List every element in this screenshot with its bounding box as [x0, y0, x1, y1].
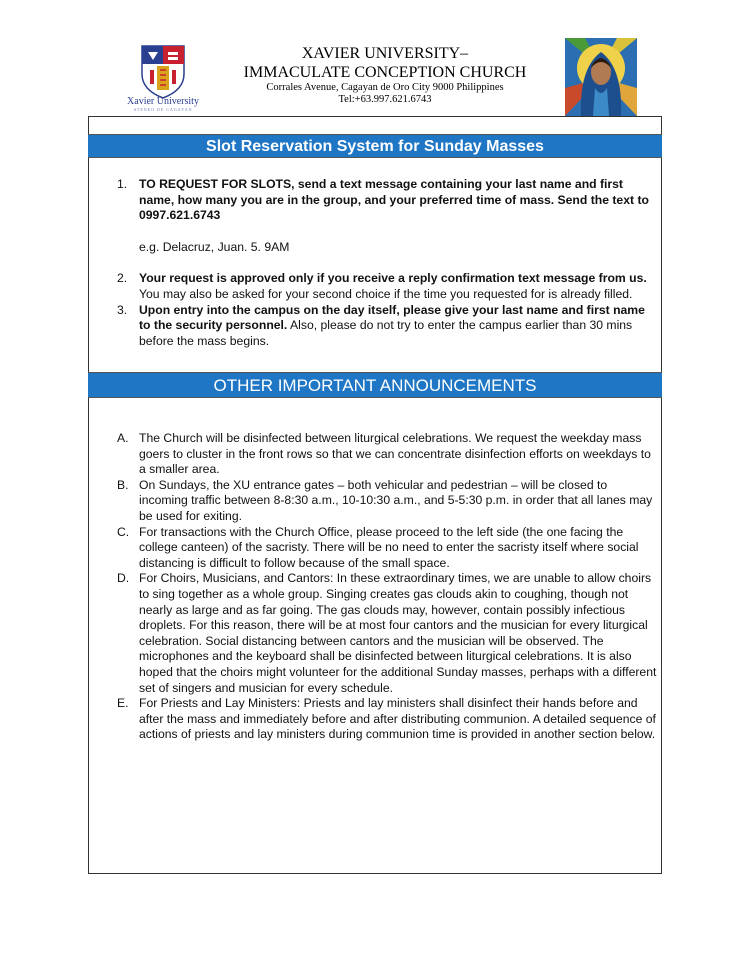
- list-marker: 1.: [117, 177, 128, 191]
- logo-subtext: ATENEO DE CAGAYAN: [133, 107, 193, 112]
- list-marker: 3.: [117, 302, 128, 317]
- example-text: e.g. Delacruz, Juan. 5. 9AM: [139, 239, 290, 254]
- list-item: [112, 303, 657, 350]
- list-marker: D.: [117, 571, 130, 586]
- item-bold-text: Upon entry into the campus on the day itself, please give your last name and first name to the security personnel.: [139, 302, 645, 333]
- list-item: [112, 271, 657, 302]
- section1-heading: Slot Reservation System for Sunday Masses: [88, 134, 662, 158]
- item-text: The Church will be disinfected between liturgical celebrations. We request the weekday mass goers to cluster in the front rows so that we can concentrate disinfection efforts on weekdays to a smaller area.: [139, 431, 651, 477]
- list-item: [112, 177, 657, 224]
- header-titles: [200, 44, 570, 106]
- address: Corrales Avenue, Cagayan de Oro City 9000 Philippines: [266, 82, 504, 93]
- list-marker: E.: [117, 696, 129, 711]
- virgin-mary-portrait-icon: [565, 38, 637, 116]
- item-text: For Priests and Lay Ministers: Priests and lay ministers shall disinfect their hands before and after the mass and immediately before and after distributing communion. A detailed sequence of actions of priests and lay ministers during communion time is provided in another section below.: [139, 696, 656, 742]
- list-item: [112, 696, 657, 743]
- item-text: On Sundays, the XU entrance gates – both vehicular and pedestrian – will be closed to incoming traffic between 8-8:30 a.m., 10-10:30 a.m., and 5-5:30 p.m. in order that all lanes may be used for exiting.: [139, 477, 653, 523]
- item-bold-text: Your request is approved only if you receive a reply confirmation text message from us.: [139, 271, 647, 286]
- list-marker: 2.: [117, 271, 128, 286]
- telephone: Tel:+63.997.621.6743: [338, 94, 432, 105]
- logo-text: Xavier University: [127, 96, 199, 107]
- list-item: [112, 478, 657, 525]
- list-marker: B.: [117, 477, 129, 492]
- list-marker: C.: [117, 524, 130, 539]
- item-text: For Choirs, Musicians, and Cantors: In these extraordinary times, we are unable to allow choirs to sing together as a whole group. Singing creates gas clouds akin to coughing, though not nearly as large and as far going. The gas clouds may, however, contain possibly infectious droplets. For this reason, there will be at most four cantors and the musician for every liturgical celebration. Social distancing between cantors and the musician will be observed. The microphones and the keyboard shall be disinfected between liturgical celebrations. It is also hoped that the choirs might volunteer for the additional Sunday masses, perhaps with a different set of singers and musician for every schedule.: [139, 571, 657, 695]
- title-line1: XAVIER UNIVERSITY–: [301, 45, 469, 62]
- item-text: Also, please do not try to enter the campus earlier than 30 mins before the mass begins.: [139, 318, 633, 348]
- item-text: You may also be asked for your second choice if the time you requested for is already filled.: [139, 286, 633, 301]
- item-text: For transactions with the Church Office, please proceed to the left side (the one facing the college canteen) of the sacristy. There will be no need to enter the sacristy itself where social distancing is difficult to follow because of the small space.: [139, 524, 639, 570]
- section2-heading: OTHER IMPORTANT ANNOUNCEMENTS: [88, 372, 662, 398]
- announcements-list: [112, 431, 657, 743]
- list-item: [112, 571, 657, 696]
- list-item: [112, 431, 657, 478]
- letterhead: [0, 0, 750, 115]
- reservation-instructions: [112, 177, 657, 349]
- list-item: [112, 525, 657, 572]
- title-line2: IMMACULATE CONCEPTION CHURCH: [243, 64, 527, 81]
- item-bold-text: TO REQUEST FOR SLOTS, send a text message containing your last name and first name, how many you are in the group, and your preferred time of mass. Send the text to 0997.621.6743: [139, 177, 649, 223]
- list-marker: A.: [117, 431, 129, 445]
